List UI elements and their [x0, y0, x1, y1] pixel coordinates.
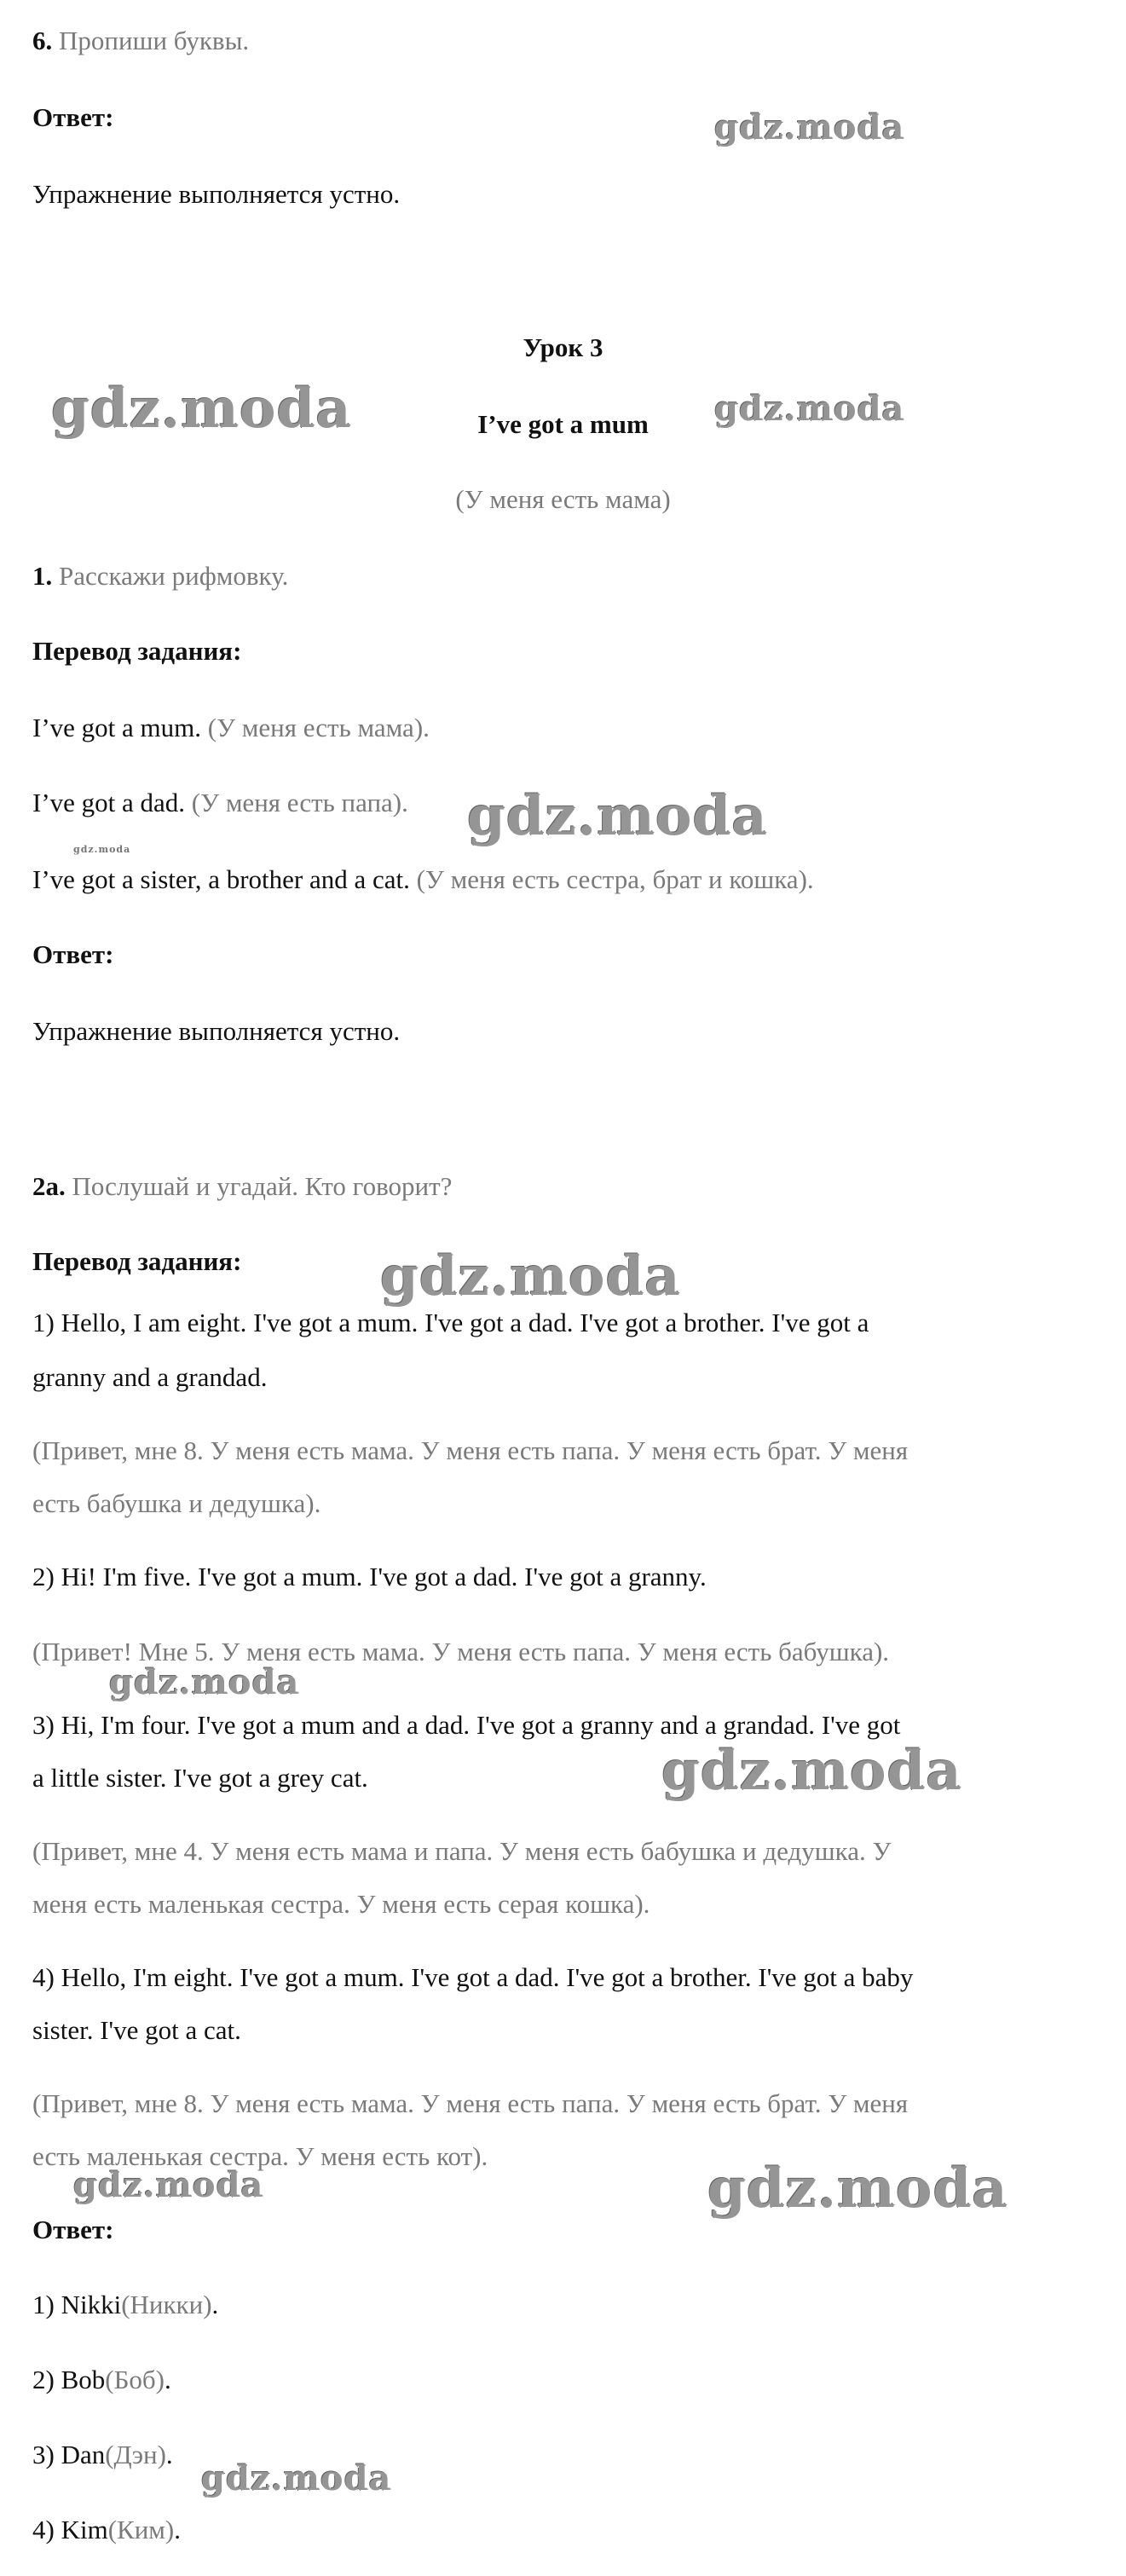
ex2a-item-2-ru-1: (Привет! Мне 5. У меня есть мама. У меня есть папа. У меня есть бабушка).	[32, 1637, 890, 1666]
ex1-line-1-en: I’ve got a mum.	[32, 713, 202, 742]
watermark: gdz.moda	[73, 844, 131, 855]
ex2a-answer-2-ru: (Боб)	[105, 2365, 165, 2394]
ex2a-answer-2-en: 2) Bob	[32, 2365, 106, 2394]
ex2a-item-4-ru-1: (Привет, мне 8. У меня есть мама. У меня есть папа. У меня есть брат. У меня	[32, 2088, 909, 2118]
ex6-task-line	[32, 24, 1094, 58]
ex2a-number: 2a.	[32, 1171, 66, 1201]
ex1-task: Расскажи рифмовку.	[59, 561, 289, 591]
ex1-line-2-en: I’ve got a dad.	[32, 788, 186, 817]
ex2a-task: Послушай и угадай. Кто говорит?	[72, 1171, 453, 1201]
ex2a-item-3-en-2: a little sister. I've got a grey cat.	[32, 1763, 368, 1793]
ex2a-answer-3-ru: (Дэн)	[105, 2440, 166, 2469]
ex2a-answer-3: 3) Dan(Дэн).	[32, 2440, 173, 2469]
watermark: gdz.moda	[380, 1245, 681, 1308]
watermark: gdz.moda	[109, 1662, 300, 1702]
ex2a-item-4-en-2: sister. I've got a cat.	[32, 2015, 241, 2045]
ex2a-item-2-en-1: 2) Hi! I'm five. I've got a mum. I've got a dad. I've got a granny.	[32, 1562, 707, 1591]
lesson-title: Урок 3	[523, 332, 603, 362]
ex2a-answer-3-en: 3) Dan	[32, 2440, 106, 2469]
watermark: gdz.moda	[707, 2157, 1008, 2221]
watermark: gdz.moda	[661, 1739, 962, 1803]
ex1-number: 1.	[32, 561, 53, 591]
ex2a-answer-label: Ответ:	[32, 2215, 114, 2244]
ex2a-answer-1: 1) Nikki(Никки).	[32, 2290, 219, 2319]
ex2a-item-3-en-1: 3) Hi, I'm four. I've got a mum and a dad. I've got a granny and a grandad. I've got	[32, 1710, 901, 1740]
ex2a-answer-2: 2) Bob(Боб).	[32, 2365, 171, 2394]
watermark: gdz.moda	[714, 107, 905, 147]
ex2a-item-1-en-1: 1) Hello, I am eight. I've got a mum. I've got a dad. I've got a brother. I've got a	[32, 1308, 869, 1337]
lesson-translation: (У меня есть мама)	[455, 484, 671, 514]
ex6-answer-label: Ответ:	[32, 102, 114, 132]
ex2a-item-1-en-2: granny and a grandad.	[32, 1362, 268, 1392]
ex1-line-2-ru: (У меня есть папа).	[191, 788, 408, 817]
ex1-answer-label: Ответ:	[32, 939, 114, 969]
lesson-subtitle: I’ve got a mum	[477, 409, 649, 439]
ex1-line-3-en: I’ve got a sister, a brother and a cat.	[32, 864, 410, 894]
ex2a-answer-1-ru: (Никки)	[121, 2290, 212, 2319]
ex2a-item-1-ru-1: (Привет, мне 8. У меня есть мама. У меня есть папа. У меня есть брат. У меня	[32, 1435, 909, 1465]
ex2a-answer-4-ru: (Ким)	[107, 2515, 175, 2544]
ex1-answer: Упражнение выполняется устно.	[32, 1016, 401, 1046]
watermark: gdz.moda	[714, 389, 905, 429]
ex6-answer: Упражнение выполняется устно.	[32, 179, 401, 209]
ex2a-answer-4: 4) Kim(Ким).	[32, 2515, 181, 2544]
watermark: gdz.moda	[201, 2458, 392, 2498]
ex6-number: 6.	[32, 26, 53, 55]
ex2a-answer-1-en: 1) Nikki	[32, 2290, 122, 2319]
ex1-translation-label: Перевод задания:	[32, 636, 242, 666]
ex2a-task-line	[32, 1170, 1094, 1204]
ex2a-answer-4-en: 4) Kim	[32, 2515, 108, 2544]
watermark: gdz.moda	[467, 784, 768, 848]
ex2a-item-4-ru-2: есть маленькая сестра. У меня есть кот).	[32, 2141, 488, 2171]
ex6-task: Пропиши буквы.	[59, 26, 250, 55]
ex1-line-3-ru: (У меня есть сестра, брат и кошка).	[416, 864, 814, 894]
ex1-line-1-ru: (У меня есть мама).	[207, 713, 430, 742]
ex2a-item-4-en-1: 4) Hello, I'm eight. I've got a mum. I've got a dad. I've got a brother. I've got a baby	[32, 1962, 914, 1992]
watermark: gdz.moda	[73, 2165, 264, 2205]
ex2a-item-3-ru-1: (Привет, мне 4. У меня есть мама и папа. У меня есть бабушка и дедушка. У	[32, 1836, 892, 1866]
ex2a-translation-label: Перевод задания:	[32, 1246, 242, 1276]
ex2a-item-3-ru-2: меня есть маленькая сестра. У меня есть серая кошка).	[32, 1889, 650, 1919]
ex2a-item-1-ru-2: есть бабушка и дедушка).	[32, 1488, 321, 1518]
ex1-task-line	[32, 559, 1094, 593]
ex1-line-1	[32, 711, 1094, 745]
ex1-line-3	[32, 863, 1094, 897]
watermark: gdz.moda	[51, 377, 352, 441]
